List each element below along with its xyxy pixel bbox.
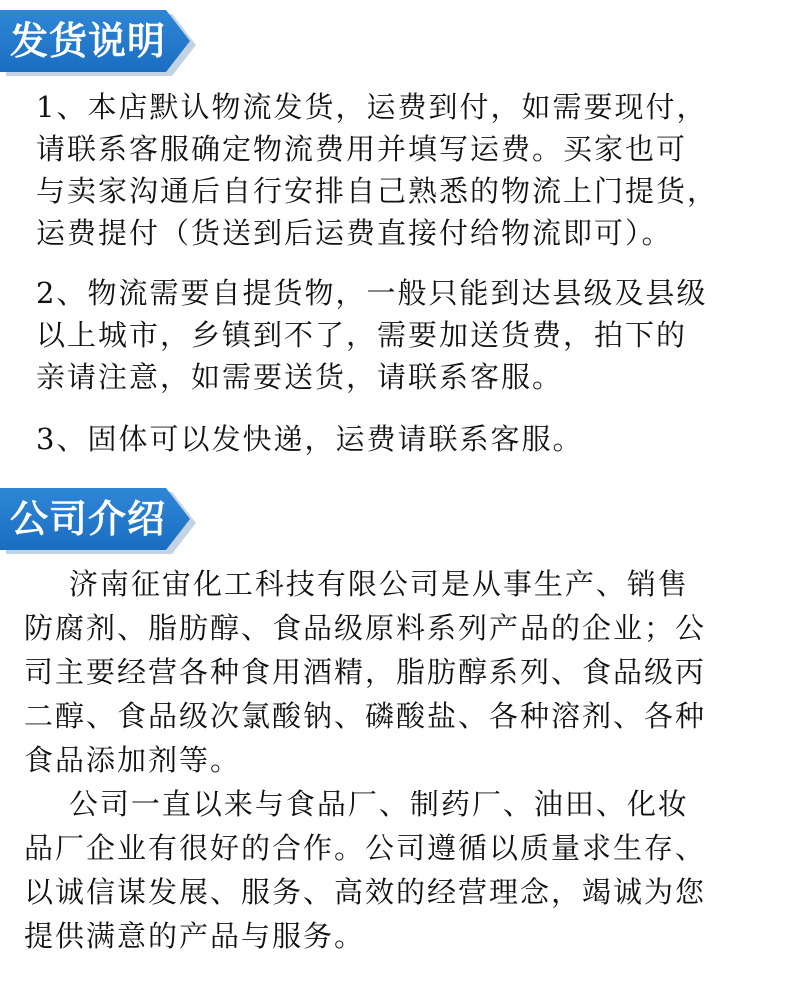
- company-paragraph-1: [24, 562, 788, 782]
- text-line: 以上城市，乡镇到不了，需要加送货费，拍下的: [36, 318, 688, 352]
- text-line: 品厂企业有很好的合作。公司遵循以质量求生存、: [24, 831, 707, 865]
- text-line: 与卖家沟通后自行安排自己熟悉的物流上门提货，: [36, 174, 719, 208]
- shipping-item-3: [36, 418, 788, 460]
- text-line: 提供满意的产品与服务。: [24, 919, 366, 953]
- shipping-item-2: [36, 272, 788, 398]
- text-line: 食品添加剂等。: [24, 743, 242, 777]
- text-line: 运费提付（货送到后运费直接付给物流即可）。: [36, 216, 673, 250]
- text-line: 3、固体可以发快递，运费请联系客服。: [36, 422, 584, 456]
- shipping-item-1: [36, 86, 788, 254]
- text-line: 公司一直以来与食品厂、制药厂、油田、化妆: [24, 787, 689, 821]
- shipping-section-title: 发货说明: [10, 19, 167, 63]
- text-line: 以诚信谋发展、服务、高效的经营理念，竭诚为您: [24, 875, 707, 909]
- text-line: 2、物流需要自提货物，一般只能到达县级及县级: [36, 276, 708, 310]
- text-line: 请联系客服确定物流费用并填写运费。买家也可: [36, 132, 688, 166]
- company-section-banner: [0, 488, 190, 550]
- text-line: 济南征宙化工科技有限公司是从事生产、销售: [24, 567, 689, 601]
- shipping-section-banner: [0, 10, 190, 72]
- text-line: 二醇、食品级次氯酸钠、磷酸盐、各种溶剂、各种: [24, 699, 707, 733]
- text-line: 1、本店默认物流发货，运费到付，如需要现付，: [36, 90, 708, 124]
- company-paragraph-2: [24, 782, 788, 958]
- text-line: 防腐剂、脂肪醇、食品级原料系列产品的企业；公: [24, 611, 707, 645]
- text-line: 司主要经营各种食用酒精，脂肪醇系列、食品级丙: [24, 655, 707, 689]
- company-section-title: 公司介绍: [10, 497, 167, 541]
- text-line: 亲请注意，如需要送货，请联系客服。: [36, 360, 564, 394]
